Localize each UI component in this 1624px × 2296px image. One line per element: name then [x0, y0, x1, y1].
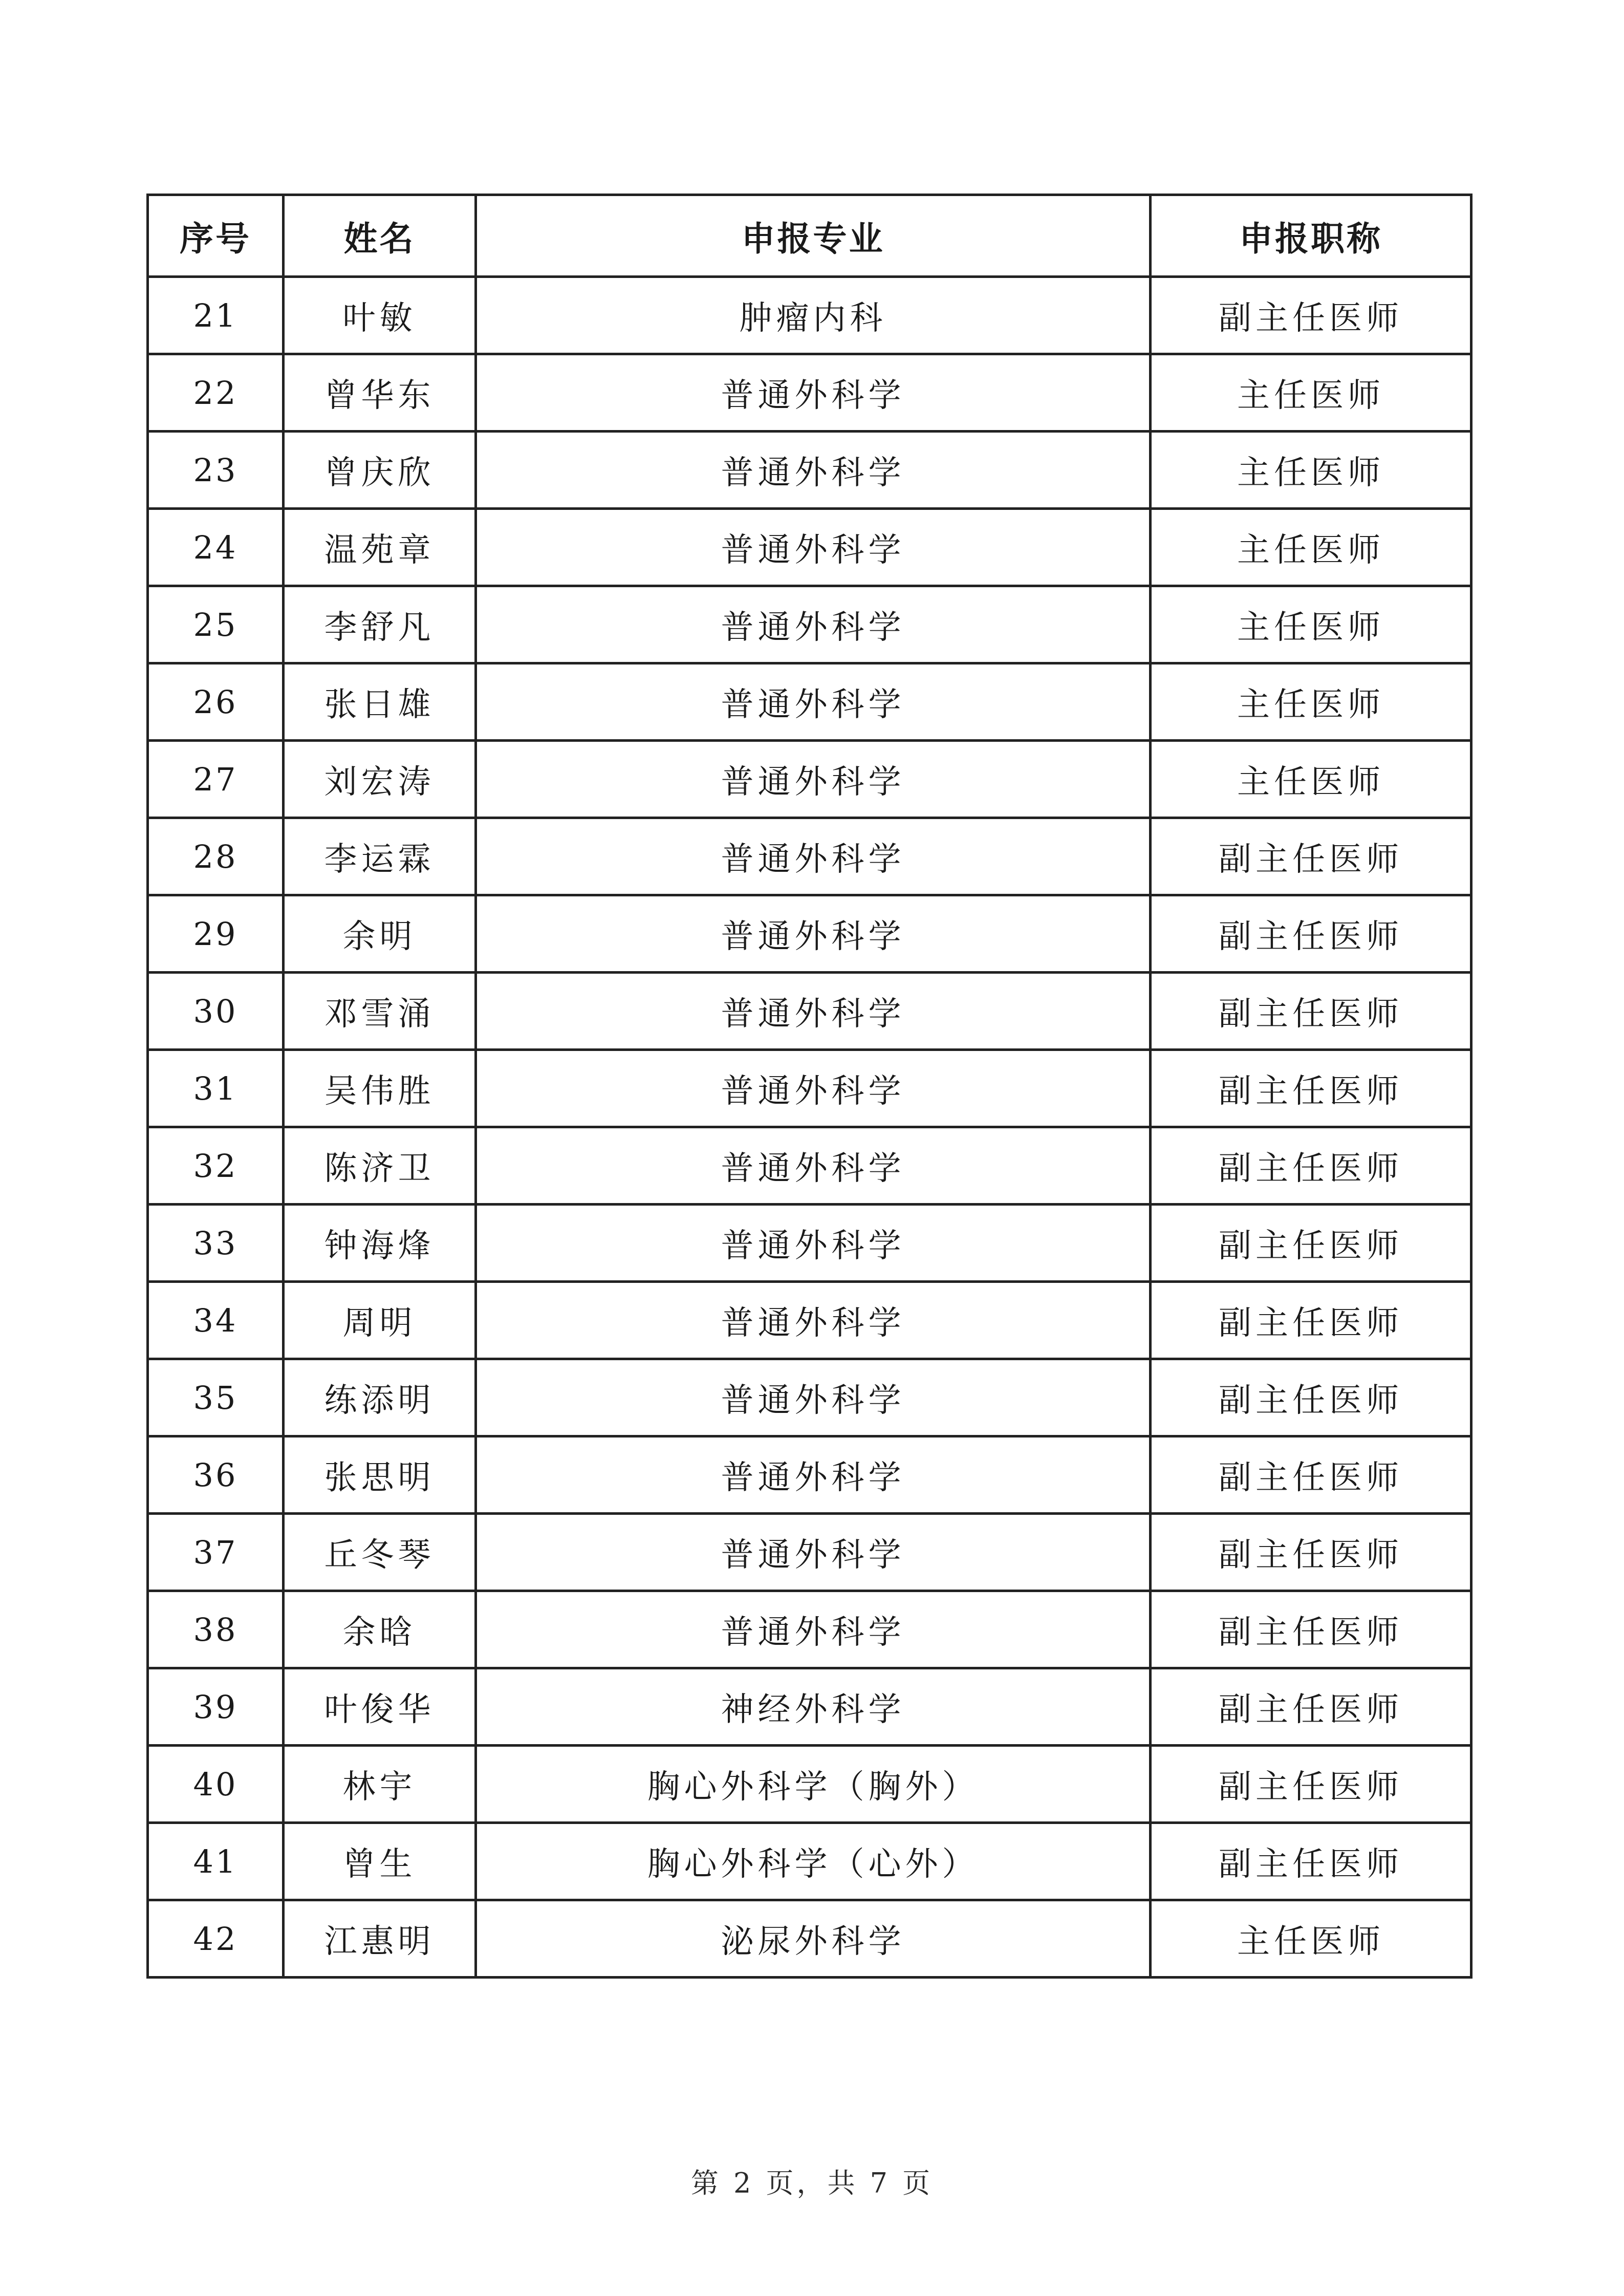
title-cell: 主任医师: [1151, 741, 1471, 818]
serial-number-cell: 26: [148, 663, 284, 741]
serial-number-cell: 29: [148, 895, 284, 973]
table-row: [148, 1823, 1471, 1900]
table-header: [148, 195, 1471, 277]
serial-number-cell: 25: [148, 586, 284, 663]
name-cell: 邓雪涌: [284, 973, 476, 1050]
major-cell: 神经外科学: [476, 1668, 1151, 1746]
name-cell: 吴伟胜: [284, 1050, 476, 1127]
title-cell: 副主任医师: [1151, 895, 1471, 973]
serial-number-cell: 32: [148, 1127, 284, 1205]
major-cell: 普通外科学: [476, 818, 1151, 895]
name-cell: 温苑章: [284, 509, 476, 586]
table-row: [148, 895, 1471, 973]
title-cell: 副主任医师: [1151, 1823, 1471, 1900]
table-row: [148, 1127, 1471, 1205]
major-cell: 普通外科学: [476, 663, 1151, 741]
title-cell: 副主任医师: [1151, 1359, 1471, 1436]
table-row: [148, 1668, 1471, 1746]
table-row: [148, 1514, 1471, 1591]
major-cell: 普通外科学: [476, 1205, 1151, 1282]
table-row: [148, 1282, 1471, 1359]
name-cell: 曾华东: [284, 354, 476, 432]
header-name: 姓名: [284, 195, 476, 277]
name-cell: 李舒凡: [284, 586, 476, 663]
header-row: [148, 195, 1471, 277]
title-cell: 副主任医师: [1151, 1127, 1471, 1205]
name-cell: 张思明: [284, 1436, 476, 1514]
major-cell: 普通外科学: [476, 1050, 1151, 1127]
title-cell: 主任医师: [1151, 663, 1471, 741]
applicant-table: [146, 194, 1473, 1979]
name-cell: 曾生: [284, 1823, 476, 1900]
name-cell: 周明: [284, 1282, 476, 1359]
title-cell: 副主任医师: [1151, 1746, 1471, 1823]
title-cell: 主任医师: [1151, 586, 1471, 663]
title-cell: 副主任医师: [1151, 1668, 1471, 1746]
major-cell: 普通外科学: [476, 586, 1151, 663]
name-cell: 陈济卫: [284, 1127, 476, 1205]
major-cell: 普通外科学: [476, 1591, 1151, 1668]
table-row: [148, 741, 1471, 818]
major-cell: 泌尿外科学: [476, 1900, 1151, 1978]
serial-number-cell: 28: [148, 818, 284, 895]
title-cell: 副主任医师: [1151, 1591, 1471, 1668]
table-row: [148, 1436, 1471, 1514]
major-cell: 普通外科学: [476, 973, 1151, 1050]
table-row: [148, 818, 1471, 895]
serial-number-cell: 40: [148, 1746, 284, 1823]
title-cell: 副主任医师: [1151, 1514, 1471, 1591]
major-cell: 胸心外科学（胸外）: [476, 1746, 1151, 1823]
major-cell: 普通外科学: [476, 741, 1151, 818]
name-cell: 余晗: [284, 1591, 476, 1668]
name-cell: 曾庆欣: [284, 432, 476, 509]
name-cell: 张日雄: [284, 663, 476, 741]
table-row: [148, 1746, 1471, 1823]
name-cell: 刘宏涛: [284, 741, 476, 818]
header-title: 申报职称: [1151, 195, 1471, 277]
title-cell: 副主任医师: [1151, 1436, 1471, 1514]
name-cell: 钟海烽: [284, 1205, 476, 1282]
serial-number-cell: 38: [148, 1591, 284, 1668]
major-cell: 普通外科学: [476, 354, 1151, 432]
name-cell: 叶敏: [284, 277, 476, 354]
table-row: [148, 1900, 1471, 1978]
serial-number-cell: 39: [148, 1668, 284, 1746]
serial-number-cell: 21: [148, 277, 284, 354]
major-cell: 普通外科学: [476, 1127, 1151, 1205]
serial-number-cell: 41: [148, 1823, 284, 1900]
table-row: [148, 432, 1471, 509]
table-row: [148, 586, 1471, 663]
major-cell: 普通外科学: [476, 432, 1151, 509]
title-cell: 副主任医师: [1151, 1282, 1471, 1359]
table-row: [148, 277, 1471, 354]
table-row: [148, 509, 1471, 586]
table-row: [148, 663, 1471, 741]
header-serial-number: 序号: [148, 195, 284, 277]
serial-number-cell: 24: [148, 509, 284, 586]
serial-number-cell: 31: [148, 1050, 284, 1127]
major-cell: 普通外科学: [476, 1282, 1151, 1359]
table-body: [148, 277, 1471, 1978]
title-cell: 副主任医师: [1151, 818, 1471, 895]
serial-number-cell: 33: [148, 1205, 284, 1282]
name-cell: 李运霖: [284, 818, 476, 895]
major-cell: 普通外科学: [476, 1359, 1151, 1436]
serial-number-cell: 23: [148, 432, 284, 509]
title-cell: 主任医师: [1151, 432, 1471, 509]
table-row: [148, 1359, 1471, 1436]
serial-number-cell: 36: [148, 1436, 284, 1514]
major-cell: 普通外科学: [476, 895, 1151, 973]
serial-number-cell: 34: [148, 1282, 284, 1359]
name-cell: 叶俊华: [284, 1668, 476, 1746]
title-cell: 副主任医师: [1151, 1050, 1471, 1127]
table-row: [148, 1050, 1471, 1127]
name-cell: 练添明: [284, 1359, 476, 1436]
title-cell: 主任医师: [1151, 509, 1471, 586]
major-cell: 普通外科学: [476, 509, 1151, 586]
name-cell: 林宇: [284, 1746, 476, 1823]
table-row: [148, 354, 1471, 432]
table-row: [148, 973, 1471, 1050]
table-row: [148, 1205, 1471, 1282]
title-cell: 副主任医师: [1151, 1205, 1471, 1282]
serial-number-cell: 37: [148, 1514, 284, 1591]
major-cell: 普通外科学: [476, 1436, 1151, 1514]
header-major: 申报专业: [476, 195, 1151, 277]
major-cell: 肿瘤内科: [476, 277, 1151, 354]
title-cell: 副主任医师: [1151, 277, 1471, 354]
serial-number-cell: 35: [148, 1359, 284, 1436]
title-cell: 副主任医师: [1151, 973, 1471, 1050]
serial-number-cell: 30: [148, 973, 284, 1050]
title-cell: 主任医师: [1151, 354, 1471, 432]
page-number-footer: 第 2 页，共 7 页: [690, 2167, 934, 2199]
title-cell: 主任医师: [1151, 1900, 1471, 1978]
name-cell: 丘冬琴: [284, 1514, 476, 1591]
serial-number-cell: 22: [148, 354, 284, 432]
major-cell: 胸心外科学（心外）: [476, 1823, 1151, 1900]
table-row: [148, 1591, 1471, 1668]
name-cell: 余明: [284, 895, 476, 973]
serial-number-cell: 42: [148, 1900, 284, 1978]
name-cell: 江惠明: [284, 1900, 476, 1978]
serial-number-cell: 27: [148, 741, 284, 818]
major-cell: 普通外科学: [476, 1514, 1151, 1591]
